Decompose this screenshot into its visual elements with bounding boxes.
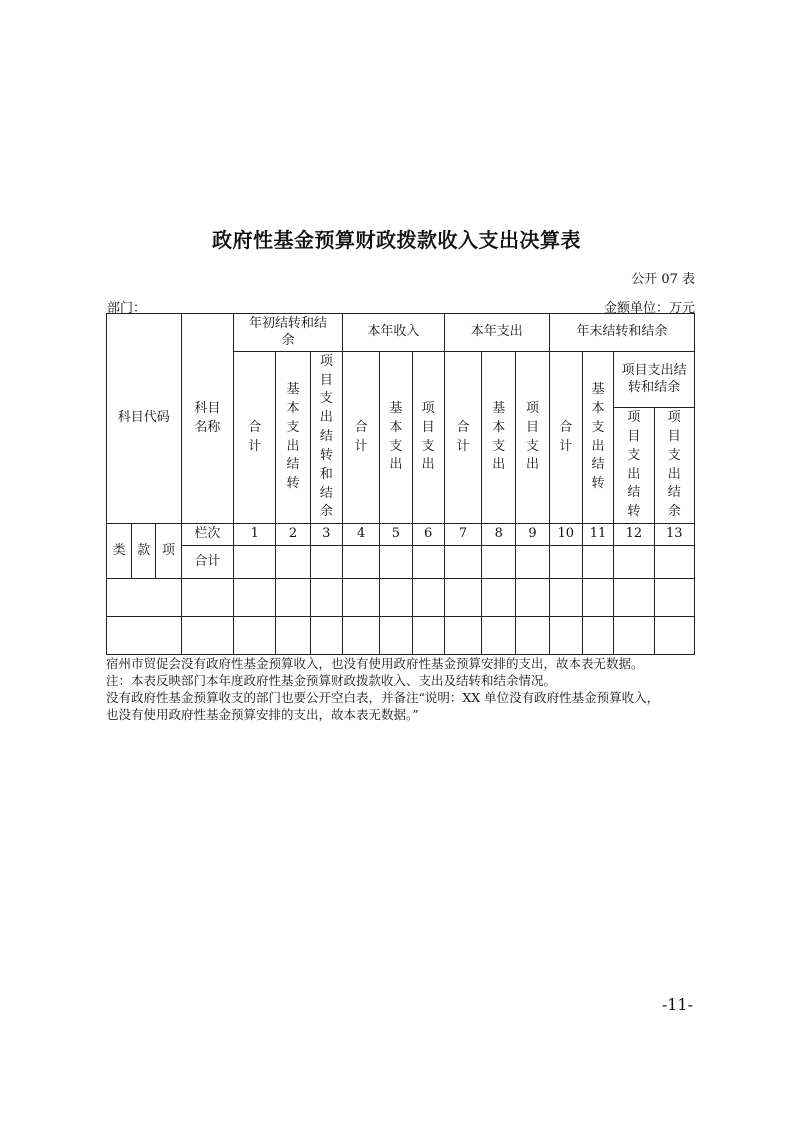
table-cell	[276, 579, 310, 617]
column-number: 5	[380, 524, 412, 546]
table-code: 公开 07 表	[631, 272, 695, 287]
budget-table	[106, 313, 695, 655]
table-cell	[614, 617, 654, 655]
table-cell	[310, 617, 342, 655]
header-end-total: 合计	[549, 352, 582, 524]
table-cell	[444, 617, 481, 655]
header-end-project-carry: 项目支出结转	[614, 408, 654, 524]
header-lei: 类	[107, 524, 132, 579]
header-expense-basic: 基本支出	[482, 352, 516, 524]
table-cell	[516, 579, 549, 617]
table-cell	[276, 617, 310, 655]
note-line: 也没有使用政府性基金预算安排的支出，故本表无数据。”	[106, 707, 419, 722]
table-cell	[654, 579, 695, 617]
note-line: 注：本表反映部门本年度政府性基金预算财政拨款收入、支出及结转和结余情况。	[106, 673, 557, 688]
header-begin-total: 合计	[234, 352, 276, 524]
page-title: 政府性基金预算财政拨款收入支出决算表	[212, 228, 581, 252]
table-cell	[412, 579, 444, 617]
table-row	[107, 617, 695, 655]
table-cell	[582, 546, 613, 579]
department-label: 部门：	[107, 301, 147, 316]
header-begin-project: 项目支出结转和结余	[310, 352, 342, 524]
table-row	[107, 579, 695, 617]
table-cell	[380, 617, 412, 655]
header-end-basic: 基本支出结转	[582, 352, 613, 524]
table-cell	[614, 546, 654, 579]
header-kuan: 款	[132, 524, 156, 579]
column-number: 7	[444, 524, 481, 546]
header-subject-name: 科目名称	[181, 314, 233, 524]
table-cell	[549, 579, 582, 617]
column-number: 3	[310, 524, 342, 546]
header-end-project-group: 项目支出结转和结余	[614, 352, 695, 408]
header-subject-code: 科目代码	[107, 314, 182, 524]
note-line: 宿州市贸促会没有政府性基金预算收入，也没有使用政府性基金预算安排的支出，故本表无数据。	[106, 656, 644, 671]
table-cell	[516, 546, 549, 579]
header-xiang: 项	[156, 524, 181, 579]
table-cell	[342, 546, 379, 579]
sum-row-label: 合计	[181, 546, 233, 579]
table-cell	[234, 579, 276, 617]
column-number: 4	[342, 524, 379, 546]
header-expense-total: 合计	[444, 352, 481, 524]
header-income-project: 项目支出	[412, 352, 444, 524]
header-income-total: 合计	[342, 352, 379, 524]
amount-unit-label: 金额单位：万元	[603, 301, 695, 316]
table-cell	[482, 546, 516, 579]
column-number: 2	[276, 524, 310, 546]
table-cell	[234, 617, 276, 655]
table-cell	[516, 617, 549, 655]
notes	[106, 655, 706, 723]
table-cell	[412, 617, 444, 655]
column-number: 1	[234, 524, 276, 546]
table-cell	[380, 579, 412, 617]
note-line: 没有政府性基金预算收支的部门也要公开空白表，并备注“说明：XX 单位没有政府性基金预算收入，	[106, 690, 660, 705]
table-cell	[181, 617, 233, 655]
table-cell	[582, 617, 613, 655]
column-number: 9	[516, 524, 549, 546]
header-expense-project: 项目支出	[516, 352, 549, 524]
column-number: 11	[582, 524, 613, 546]
table-cell	[654, 546, 695, 579]
header-begin-group: 年初结转和结余	[234, 314, 343, 352]
table-cell	[310, 546, 342, 579]
header-end-project-balance: 项目支出结余	[654, 408, 695, 524]
table-cell	[107, 579, 182, 617]
column-number: 12	[614, 524, 654, 546]
column-number: 10	[549, 524, 582, 546]
table-cell	[181, 579, 233, 617]
table-cell	[614, 579, 654, 617]
table-cell	[412, 546, 444, 579]
table-cell	[342, 579, 379, 617]
column-number: 13	[654, 524, 695, 546]
table-cell	[234, 546, 276, 579]
table-cell	[582, 579, 613, 617]
table-cell	[444, 546, 481, 579]
table-cell	[276, 546, 310, 579]
table-cell	[482, 579, 516, 617]
header-income-group: 本年收入	[342, 314, 444, 352]
header-end-group: 年末结转和结余	[549, 314, 694, 352]
table-cell	[444, 579, 481, 617]
table-cell	[107, 617, 182, 655]
header-income-basic: 基本支出	[380, 352, 412, 524]
table-cell	[654, 617, 695, 655]
table-cell	[342, 617, 379, 655]
column-index-label: 栏次	[181, 524, 233, 546]
table-cell	[549, 546, 582, 579]
header-begin-basic: 基本支出结转	[276, 352, 310, 524]
header-expense-group: 本年支出	[444, 314, 549, 352]
table-cell	[310, 579, 342, 617]
column-number: 8	[482, 524, 516, 546]
column-number: 6	[412, 524, 444, 546]
table-cell	[482, 617, 516, 655]
table-cell	[380, 546, 412, 579]
table-cell	[549, 617, 582, 655]
page-number: -11-	[661, 995, 693, 1014]
